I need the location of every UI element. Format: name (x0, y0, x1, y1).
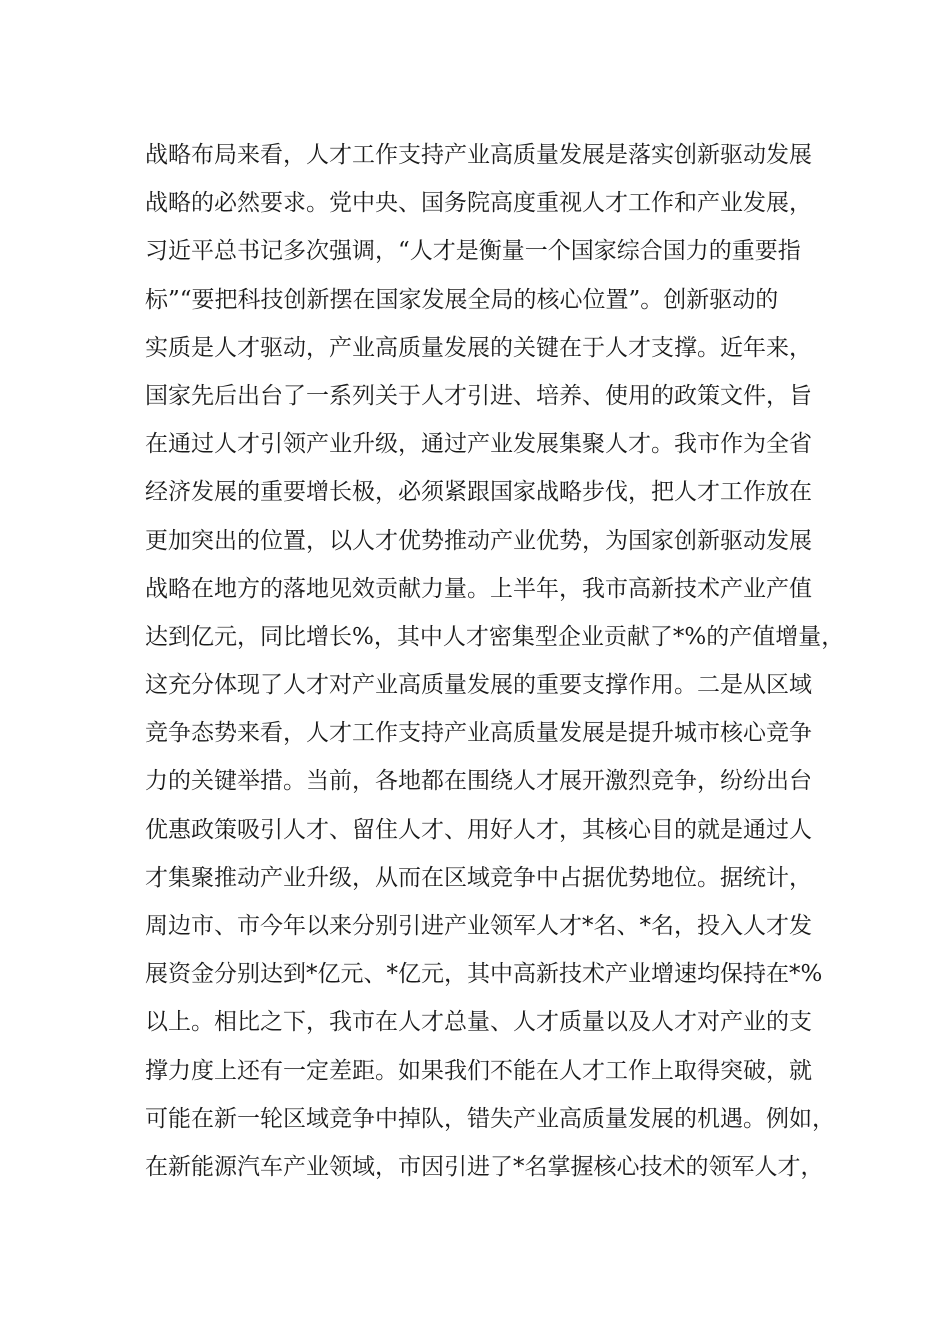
text-line-8: 经济发展的重要增长极，必须紧跟国家战略步伐，把人才工作放在 (145, 479, 812, 506)
text-line-19: 以上。相比之下，我市在人才总量、人才质量以及人才对产业的支 (145, 1009, 812, 1036)
text-line-21: 可能在新一轮区域竞争中掉队，错失产业高质量发展的机遇。例如， (145, 1105, 835, 1132)
text-line-18: 展资金分别达到*亿元、*亿元，其中高新技术产业增速均保持在*% (145, 961, 823, 988)
text-line-16: 才集聚推动产业升级，从而在区域竞争中占据优势地位。据统计， (145, 864, 812, 891)
text-line-13: 竞争态势来看，人才工作支持产业高质量发展是提升城市核心竞争 (145, 720, 812, 747)
text-line-6: 国家先后出台了一系列关于人才引进、培养、使用的政策文件，旨 (145, 382, 812, 409)
text-line-3: 习近平总书记多次强调，“人才是衡量一个国家综合国力的重要指 (145, 238, 801, 265)
text-line-5: 实质是人才驱动，产业高质量发展的关键在于人才支撑。近年来， (145, 334, 812, 361)
text-line-14: 力的关键举措。当前，各地都在围绕人才展开激烈竞争，纷纷出台 (145, 768, 812, 795)
text-line-11: 达到亿元，同比增长%，其中人才密集型企业贡献了*%的产值增量， (145, 623, 845, 650)
text-line-10: 战略在地方的落地见效贡献力量。上半年，我市高新技术产业产值 (145, 575, 812, 602)
text-line-7: 在通过人才引领产业升级，通过产业发展集聚人才。我市作为全省 (145, 431, 812, 458)
text-line-15: 优惠政策吸引人才、留住人才、用好人才，其核心目的就是通过人 (145, 816, 812, 843)
body-paragraph (145, 131, 845, 1191)
text-line-2: 战略的必然要求。党中央、国务院高度重视人才工作和产业发展， (145, 190, 812, 217)
text-line-12: 这充分体现了人才对产业高质量发展的重要支撑作用。二是从区域 (145, 672, 812, 699)
text-line-1: 战略布局来看，人才工作支持产业高质量发展是落实创新驱动发展 (145, 142, 812, 168)
text-line-20: 撑力度上还有一定差距。如果我们不能在人才工作上取得突破，就 (145, 1057, 812, 1084)
text-line-9: 更加突出的位置，以人才优势推动产业优势，为国家创新驱动发展 (145, 527, 812, 554)
text-line-4: 标”“要把科技创新摆在国家发展全局的核心位置”。创新驱动的 (145, 286, 779, 313)
text-line-17: 周边市、市今年以来分别引进产业领军人才*名、*名，投入人才发 (145, 913, 812, 939)
text-line-22: 在新能源汽车产业领域，市因引进了*名掌握核心技术的领军人才， (145, 1153, 824, 1180)
